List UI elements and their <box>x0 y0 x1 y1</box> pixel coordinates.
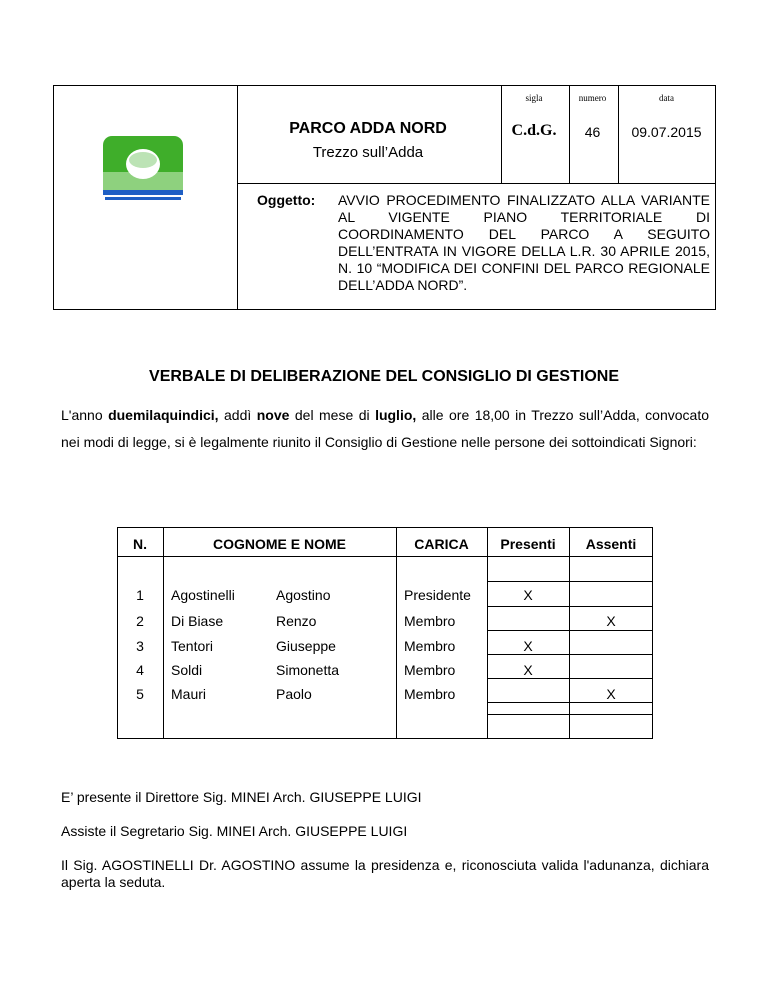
row-present-mark: X <box>523 638 533 654</box>
oggetto-label: Oggetto: <box>257 192 316 208</box>
oggetto-text: AVVIO PROCEDIMENTO FINALIZZATO ALLA VARIANTE AL VIGENTE PIANO TERRITORIALE DI COORDINAMENTO DEL PARCO A SEGUITO DELL’ENTRATA IN VIGORE DELLA L.R. 30 APRILE 2015, N. 10 “MODIFICA DEI CONFINI DEL PARCO REGIONALE DELL’ADDA NORD”. <box>338 192 710 293</box>
row-absent-mark: X <box>606 613 616 629</box>
intro-month: luglio, <box>375 407 417 423</box>
row-surname: Soldi <box>171 662 203 678</box>
row-number: 4 <box>136 662 144 678</box>
row-role: Membro <box>404 686 456 702</box>
table-divider <box>487 630 652 631</box>
intro-text: alle ore 18,00 in Trezzo sull’Adda, convocato nei modi di legge, si è legalmente riunito il Consiglio di Gestione nelle persone dei sottoindicati Signori: <box>61 407 709 450</box>
table-divider <box>487 606 652 607</box>
park-logo <box>103 136 183 204</box>
table-divider <box>396 528 397 738</box>
row-surname: Agostinelli <box>171 587 235 603</box>
intro-day: nove <box>256 407 290 423</box>
presidency-paragraph: Il Sig. AGOSTINELLI Dr. AGOSTINO assume la presidenza e, riconosciuta valida l'adunanza, dichiara aperta la seduta. <box>61 857 709 890</box>
attendance-table <box>117 527 653 739</box>
table-divider <box>487 528 488 738</box>
document-title: VERBALE DI DELIBERAZIONE DEL CONSIGLIO DI GESTIONE <box>149 368 619 385</box>
header-present: Presenti <box>500 536 556 552</box>
organization-city: Trezzo sull’Adda <box>312 144 424 161</box>
row-present-mark: X <box>523 587 533 603</box>
table-divider <box>569 528 570 738</box>
header-role: CARICA <box>414 536 469 552</box>
row-number: 2 <box>136 613 144 629</box>
director-paragraph: E’ presente il Direttore Sig. MINEI Arch. GIUSEPPE LUIGI <box>61 789 422 805</box>
intro-year: duemilaquindici, <box>108 407 219 423</box>
row-firstname: Paolo <box>276 686 312 702</box>
row-role: Membro <box>404 662 456 678</box>
organization-name: PARCO ADDA NORD <box>289 120 447 137</box>
row-absent-mark: X <box>606 686 616 702</box>
header-number: N. <box>133 536 147 552</box>
table-divider <box>487 581 652 582</box>
row-surname: Tentori <box>171 638 214 654</box>
intro-text: addì <box>218 407 257 423</box>
row-firstname: Renzo <box>276 613 317 629</box>
data-value: 09.07.2015 <box>631 124 702 140</box>
numero-value: 46 <box>584 124 601 140</box>
row-role: Presidente <box>404 587 471 603</box>
table-divider <box>487 678 652 679</box>
header-name: COGNOME E NOME <box>212 536 346 552</box>
table-divider <box>118 556 652 557</box>
row-firstname: Simonetta <box>276 662 340 678</box>
row-firstname: Giuseppe <box>276 638 336 654</box>
intro-text: L'anno <box>61 407 109 423</box>
numero-label: numero <box>578 93 607 103</box>
intro-text: del mese di <box>289 407 376 423</box>
intro-paragraph <box>61 402 709 456</box>
secretary-paragraph: Assiste il Segretario Sig. MINEI Arch. GIUSEPPE LUIGI <box>61 823 408 839</box>
row-number: 5 <box>136 686 144 702</box>
sigla-label: sigla <box>525 93 543 103</box>
table-divider <box>163 528 164 738</box>
row-present-mark: X <box>523 662 533 678</box>
row-surname: Di Biase <box>171 613 224 629</box>
sigla-value: C.d.G. <box>511 122 557 139</box>
header-absent: Assenti <box>585 536 637 552</box>
header-divider <box>237 183 715 184</box>
row-role: Membro <box>404 638 456 654</box>
table-divider <box>487 654 652 655</box>
row-role: Membro <box>404 613 456 629</box>
table-divider <box>487 714 652 715</box>
row-firstname: Agostino <box>276 587 331 603</box>
data-label: data <box>659 93 674 103</box>
row-number: 3 <box>136 638 144 654</box>
row-number: 1 <box>136 587 144 603</box>
row-surname: Mauri <box>171 686 207 702</box>
table-divider <box>487 702 652 703</box>
